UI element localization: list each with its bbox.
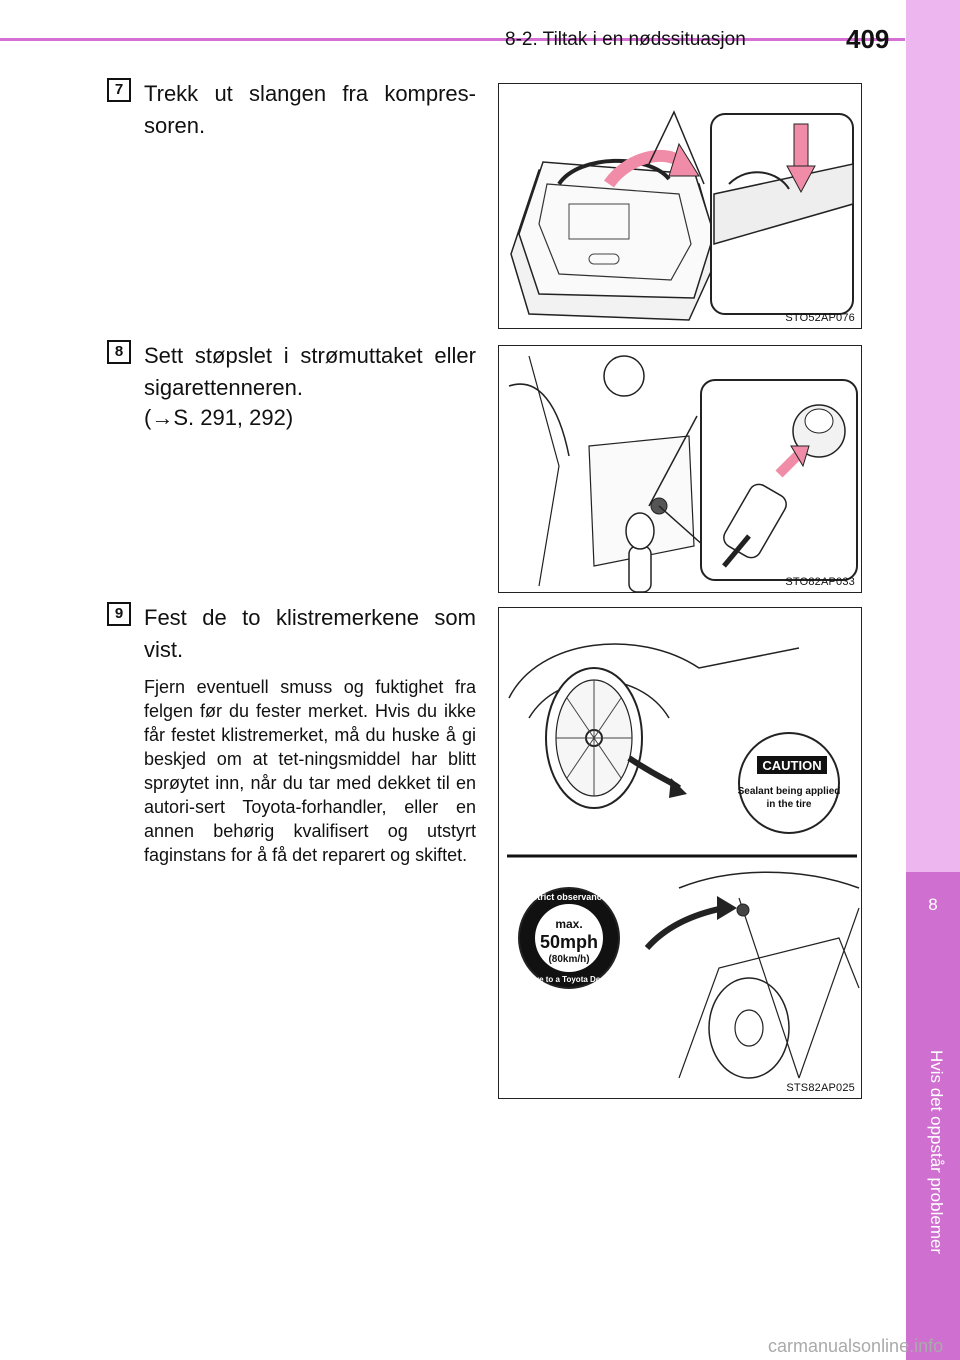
step-9-text: Fest de to klistremerkene som vist. bbox=[144, 605, 476, 662]
figure-code: STO82AP033 bbox=[785, 576, 855, 588]
caution-line1: Sealant being applied bbox=[737, 786, 841, 797]
header-rule bbox=[0, 38, 905, 41]
figure-power-outlet bbox=[498, 345, 862, 593]
chapter-title: Hvis det oppstår problemer bbox=[927, 1050, 946, 1255]
side-tab-background bbox=[906, 0, 960, 872]
step-number-9: 9 bbox=[107, 602, 131, 626]
stickers-illustration bbox=[499, 608, 861, 1098]
speed-line3: (80km/h) bbox=[548, 954, 590, 965]
figure-compressor-hose bbox=[498, 83, 862, 329]
figure-code: STO52AP076 bbox=[785, 312, 855, 324]
watermark: carmanualsonline.info bbox=[768, 1336, 944, 1356]
outlet-illustration bbox=[499, 346, 861, 592]
caution-line2: in the tire bbox=[766, 799, 812, 810]
step-number-7: 7 bbox=[107, 78, 131, 102]
caution-title: CAUTION bbox=[762, 758, 822, 773]
speed-line2: 50mph bbox=[539, 932, 599, 952]
figure-stickers bbox=[498, 607, 862, 1099]
section-title: 8-2. Tiltak i en nødssituasjon bbox=[505, 29, 746, 50]
chapter-number: 8 bbox=[928, 895, 938, 914]
step-8-text: Sett støpslet i strømuttaket eller sigarettenneren. bbox=[144, 343, 476, 400]
speed-ring-bottom: Drive to a Toyota Dealer bbox=[523, 975, 615, 984]
step-7-text: Trekk ut slangen fra kompres-soren. bbox=[144, 81, 476, 138]
step-number-8: 8 bbox=[107, 340, 131, 364]
step-9-note: Fjern eventuell smuss og fuktighet fra felgen før du fester merket. Hvis du ikke får festet klistremerket, må du huske å gi beskjed om at tet-ningsmiddel har blitt sprøytet inn, når du tar med dekket til en autori-sert Toyota-forhandler, eller en annen behørig kvalifisert og utstyrt faginstans for å få det reparert og skiftet. bbox=[144, 677, 476, 865]
page-number: 409 bbox=[846, 24, 890, 54]
figure-code: STS82AP025 bbox=[786, 1082, 855, 1094]
speed-ring-top: Strict observance bbox=[531, 892, 607, 902]
step-8-reference[interactable]: (→S. 291, 292) bbox=[144, 405, 294, 430]
speed-line1: max. bbox=[555, 917, 583, 931]
compressor-illustration bbox=[499, 84, 861, 328]
